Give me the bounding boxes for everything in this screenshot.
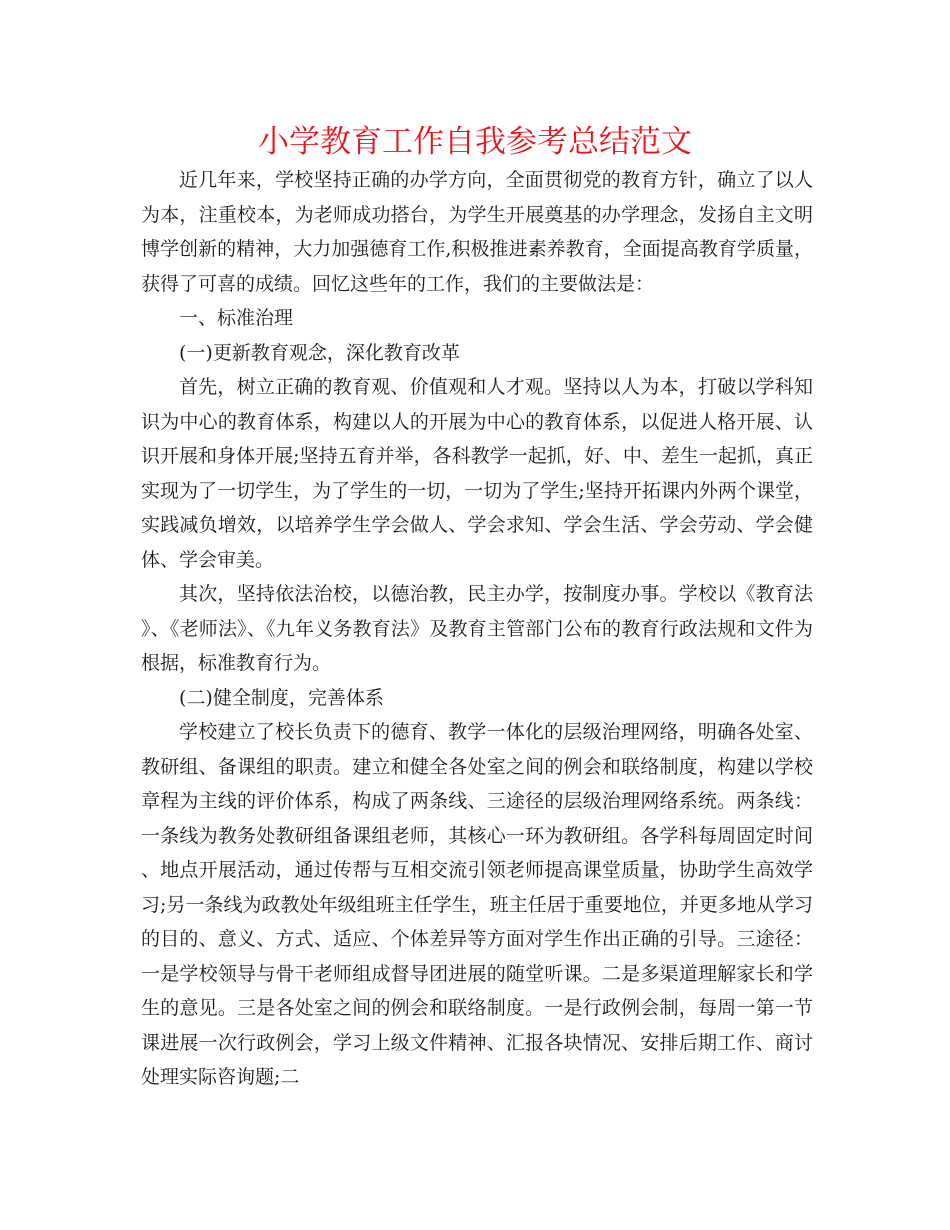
- document-title: 小学教育工作自我参考总结范文: [258, 124, 692, 160]
- paragraph-intro: 近几年来，学校坚持正确的办学方向，全面贯彻党的教育方针，确立了以人为本，注重校本，为老师成功搭台，为学生开展奠基的办学理念，发扬自主文明博学创新的精神，大力加强德育工作,积极推进素养教育，全面提高教育学质量，获得了可喜的成绩。回忆这些年的工作，我们的主要做法是：: [141, 169, 813, 295]
- paragraph-first: 首先，树立正确的教育观、价值观和人才观。坚持以人为本，打破以学科知识为中心的教育体系，构建以人的开展为中心的教育体系，以促进人格开展、认识开展和身体开展;坚持五育并举，各科教学一起抓，好、中、差生一起抓，真正实现为了一切学生，为了学生的一切，一切为了学生;坚持开拓课内外两个课堂，实践减负增效，以培养学生学会做人、学会求知、学会生活、学会劳动、学会健体、学会审美。: [141, 376, 813, 571]
- subheading-1: (一)更新教育观念，深化教育改革: [179, 341, 460, 364]
- paragraph-system: 学校建立了校长负责下的德育、教学一体化的层级治理网络，明确各处室、教研组、备课组的职责。建立和健全各处室之间的例会和联络制度，构建以学校章程为主线的评价体系，构成了两条线、三途径的层级治理网络系统。两条线：一条线为教务处教研组备课组老师，其核心一环为教研组。各学科每周固定时间、地点开展活动，通过传帮与互相交流引领老师提高课堂质量，协助学生高效学习;另一条线为政教处年级组班主任学生，班主任居于重要地位，并更多地从学习的目的、意义、方式、适应、个体差异等方面对学生作出正确的引导。三途径：一是学校领导与骨干老师组成督导团进展的随堂听课。二是多渠道理解家长和学生的意见。三是各处室之间的例会和联络制度。一是行政例会制，每周一第一节课进展一次行政例会，学习上级文件精神、汇报各块情况、安排后期工作、商讨处理实际咨询题;二: [141, 721, 813, 1088]
- paragraph-second: 其次，坚持依法治校，以德治教，民主办学，按制度办事。学校以《教育法》、《老师法》、《九年义务教育法》及教育主管部门公布的教育行政法规和文件为根据，标准教育行为。: [141, 583, 813, 674]
- document-body: [141, 163, 813, 1095]
- subheading-2: (二)健全制度，完善体系: [179, 686, 384, 709]
- heading-section-1: 一、标准治理: [179, 307, 294, 329]
